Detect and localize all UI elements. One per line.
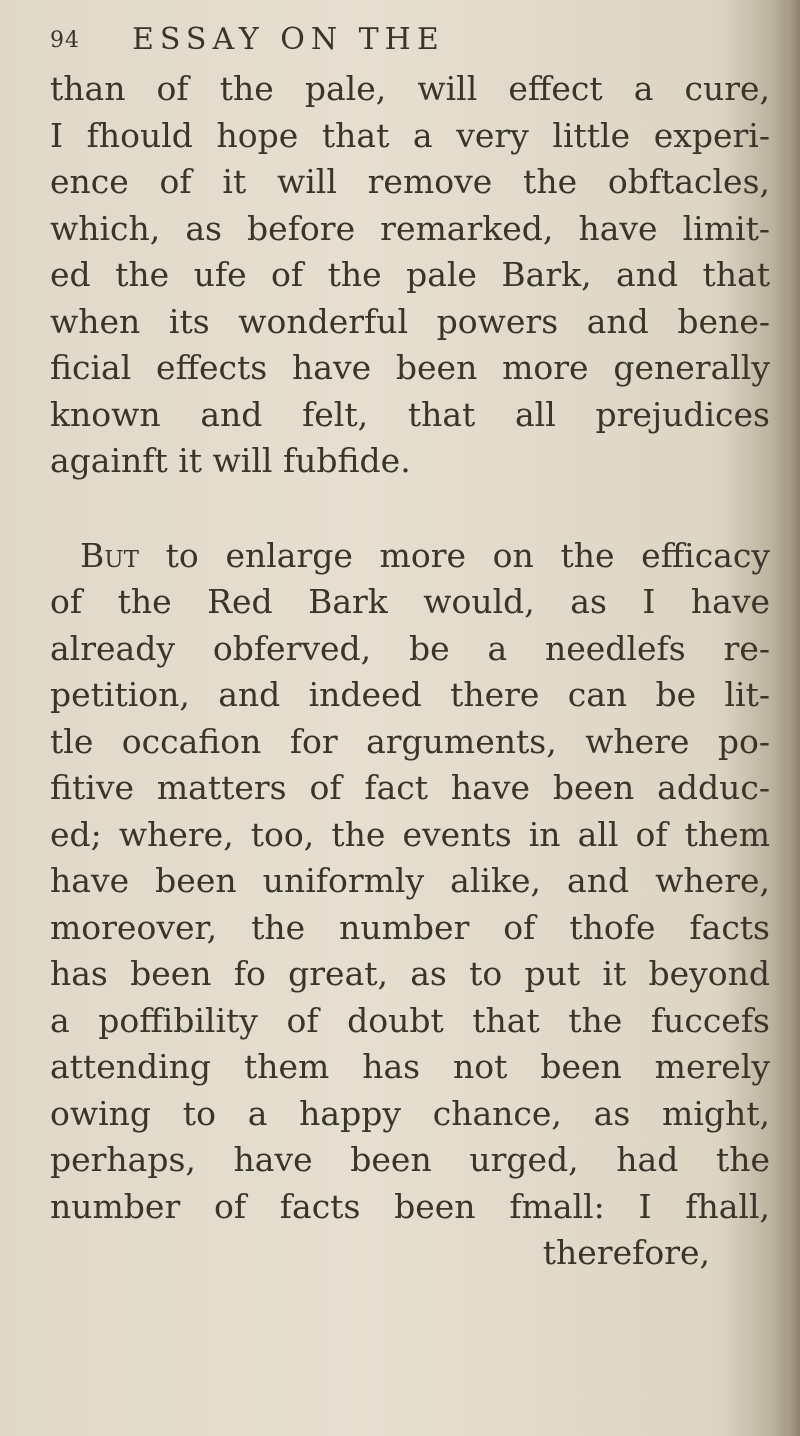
paragraph-opening-line xyxy=(50,533,770,580)
opening-word: But xyxy=(80,535,139,575)
text-line: tle occafion for arguments, where po- xyxy=(50,721,770,761)
text-line: moreover, the number of thofe facts xyxy=(50,907,770,947)
page-header xyxy=(50,22,770,62)
text-line: have been uniformly alike, and where, xyxy=(50,861,770,900)
text-line: attending them has not been merely xyxy=(50,1047,770,1086)
text-line: has been fo great, as to put it beyond xyxy=(50,954,770,993)
text-line: known and felt, that all prejudices xyxy=(50,394,770,434)
text-line: of the Red Bark would, as I have xyxy=(50,582,770,621)
text-line: ed the ufe of the pale Bark, and that xyxy=(50,255,770,294)
catchword: therefore, xyxy=(542,1233,710,1272)
page-edge-shadow xyxy=(774,0,800,1436)
text-line: which, as before remarked, have limit- xyxy=(50,208,770,248)
page-number: 94 xyxy=(50,28,80,53)
text-line: ficial effects have been more generally xyxy=(50,348,770,387)
text-line: againft it will fubfide. xyxy=(50,441,411,480)
text-line: ed; where, too, the events in all of them xyxy=(50,814,770,854)
body-text xyxy=(50,66,770,1277)
text-line: owing to a happy chance, as might, xyxy=(50,1093,770,1133)
text-line: petition, and indeed there can be lit- xyxy=(50,675,770,714)
text-line: fitive matters of fact have been adduc- xyxy=(50,768,770,807)
text-line: number of facts been fmall: I fhall, xyxy=(50,1186,770,1226)
opening-line-rest: to enlarge more on the efficacy xyxy=(165,535,770,575)
text-line: than of the pale, will effect a cure, xyxy=(50,69,770,108)
text-line: perhaps, have been urged, had the xyxy=(50,1140,770,1179)
text-line: when its wonderful powers and bene- xyxy=(50,301,770,341)
text-line: a poffibility of doubt that the fuccefs xyxy=(50,1000,770,1040)
running-head: ESSAY ON THE xyxy=(132,22,445,57)
text-line: ence of it will remove the obftacles, xyxy=(50,162,770,201)
text-line: I fhould hope that a very little experi- xyxy=(50,115,770,155)
text-line: already obferved, be a needlefs re- xyxy=(50,628,770,668)
